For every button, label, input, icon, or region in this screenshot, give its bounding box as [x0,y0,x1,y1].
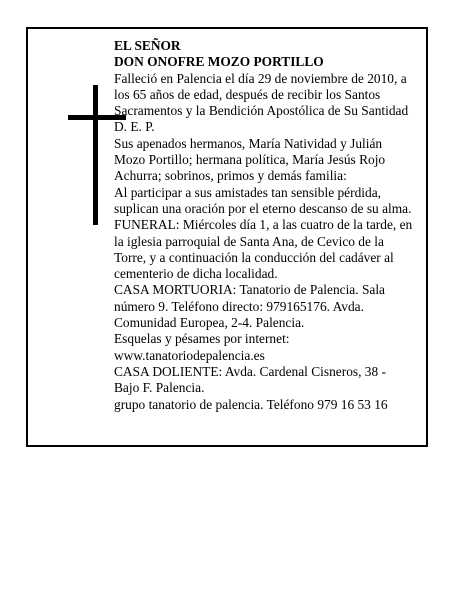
title-line: EL SEÑOR [114,38,181,53]
body-line: Achurra; sobrinos, primos y demás familia: [114,168,347,184]
body-line: Sacramentos y la Bendición Apostólica de Su Santidad [114,103,409,119]
cross-vertical-bar [93,85,98,225]
body-line: Torre, y a continuación la conducción del cadáver al [114,249,394,265]
body-line: número 9. Teléfono directo: 979165176. Avda. [114,298,364,314]
body-line: cementerio de dicha localidad. [114,266,278,282]
body-line: los 65 años de edad, después de recibir los Santos [114,86,381,102]
deceased-name: DON ONOFRE MOZO PORTILLO [114,54,324,70]
funeral-line: FUNERAL: Miércoles día 1, a las cuatro de la tarde, en [114,217,413,233]
body-line: Falleció en Palencia el día 29 de noviembre de 2010, a [114,70,407,86]
body-line: Bajo F. Palencia. [114,380,205,396]
casa-doliente-line: CASA DOLIENTE: Avda. Cardenal Cisneros, 38 - [114,363,386,379]
phone-line: grupo tanatorio de palencia. Teléfono 979 16 53 16 [114,396,388,412]
body-line: Al participar a sus amistades tan sensible pérdida, [114,184,381,200]
obituary-text [114,38,420,413]
body-line: Esquelas y pésames por internet: [114,331,290,347]
body-line: Comunidad Europea, 2-4. Palencia. [114,315,305,331]
body-line: Mozo Portillo; hermana política, María Jesús Rojo [114,152,386,168]
body-line: suplican una oración por el eterno descanso de su alma. [114,200,412,216]
body-line: D. E. P. [114,119,155,135]
body-line: la iglesia parroquial de Santa Ana, de Cevico de la [114,233,384,249]
website-line: www.tanatoriodepalencia.es [114,347,265,363]
body-line: Sus apenados hermanos, María Natividad y Julián [114,135,383,151]
casa-mortuoria-line: CASA MORTUORIA: Tanatorio de Palencia. Sala [114,282,385,298]
